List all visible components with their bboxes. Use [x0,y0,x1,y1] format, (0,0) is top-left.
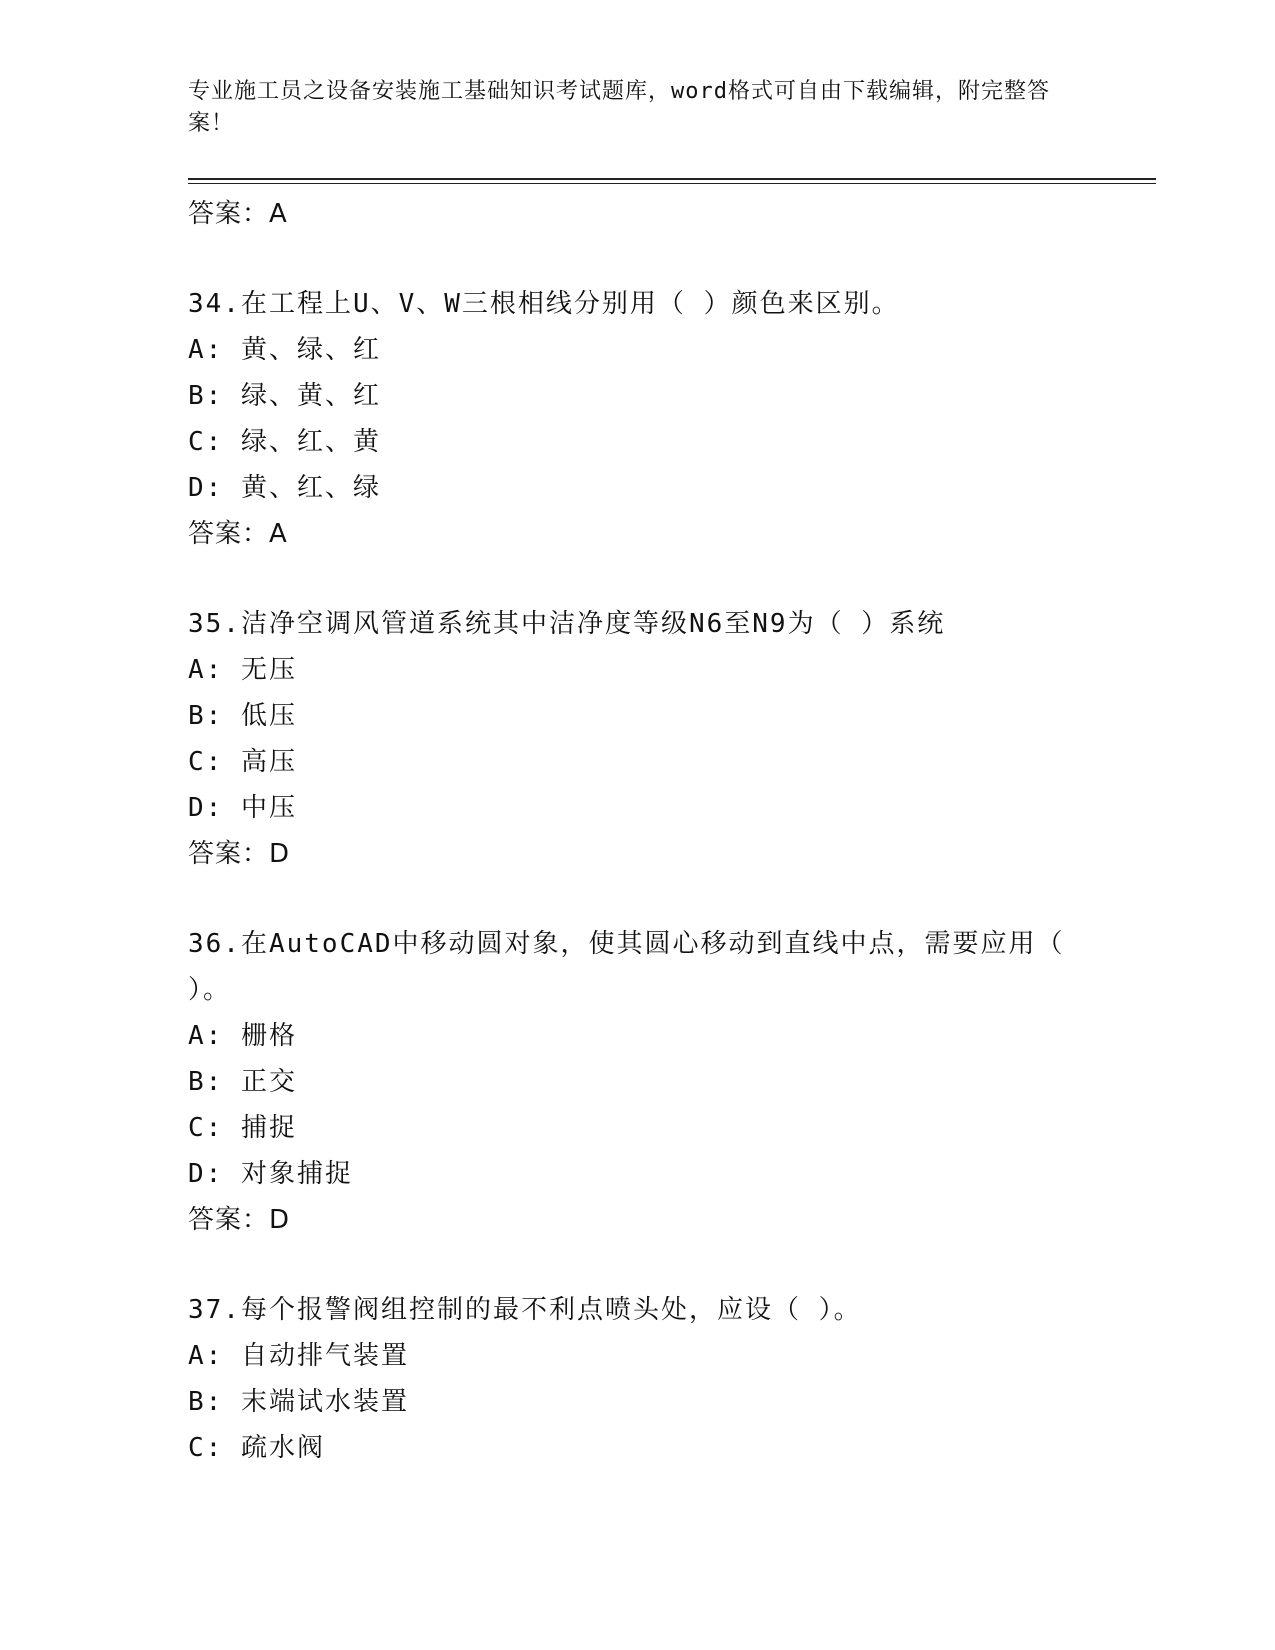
option-a: A: 自动排气装置 [188,1341,409,1371]
answer-line: 答案：D [188,1205,291,1235]
question-text: 34.在工程上U、V、W三根相线分别用（ ）颜色来区别。 [188,289,900,319]
question-block-36 [188,921,1088,1243]
option-c: C: 高压 [188,747,297,777]
question-text: 35.洁净空调风管道系统其中洁净度等级N6至N9为（ ）系统 [188,609,946,639]
answer-line: 答案：D [188,839,291,869]
option-c: C: 疏水阀 [188,1433,325,1463]
header-divider [188,178,1156,180]
option-d: D: 对象捕捉 [188,1159,353,1189]
question-block-37 [188,1287,1088,1471]
option-d: D: 中压 [188,793,297,823]
option-b: B: 正交 [188,1067,297,1097]
option-a: A: 栅格 [188,1021,297,1051]
question-block-35 [188,601,1088,877]
option-a: A: 黄、绿、红 [188,335,381,365]
question-text: 37.每个报警阀组控制的最不利点喷头处，应设（ ）。 [188,1295,862,1325]
question-block-34 [188,281,1088,557]
question-text: 36.在AutoCAD中移动圆对象，使其圆心移动到直线中点，需要应用（ ）。 [188,929,1065,1005]
option-b: B: 低压 [188,701,297,731]
option-d: D: 黄、红、绿 [188,473,381,503]
answer-line: 答案：A [188,199,288,229]
document-header-text: 专业施工员之设备安装施工基础知识考试题库，word格式可自由下载编辑，附完整答案！ [188,79,1050,136]
option-c: C: 绿、红、黄 [188,427,381,457]
answer-line: 答案：A [188,519,288,549]
option-b: B: 末端试水装置 [188,1387,409,1417]
header-divider-thin [188,183,1156,184]
option-b: B: 绿、黄、红 [188,381,381,411]
option-c: C: 捕捉 [188,1113,297,1143]
question-list [188,191,1088,1471]
option-a: A: 无压 [188,655,297,685]
